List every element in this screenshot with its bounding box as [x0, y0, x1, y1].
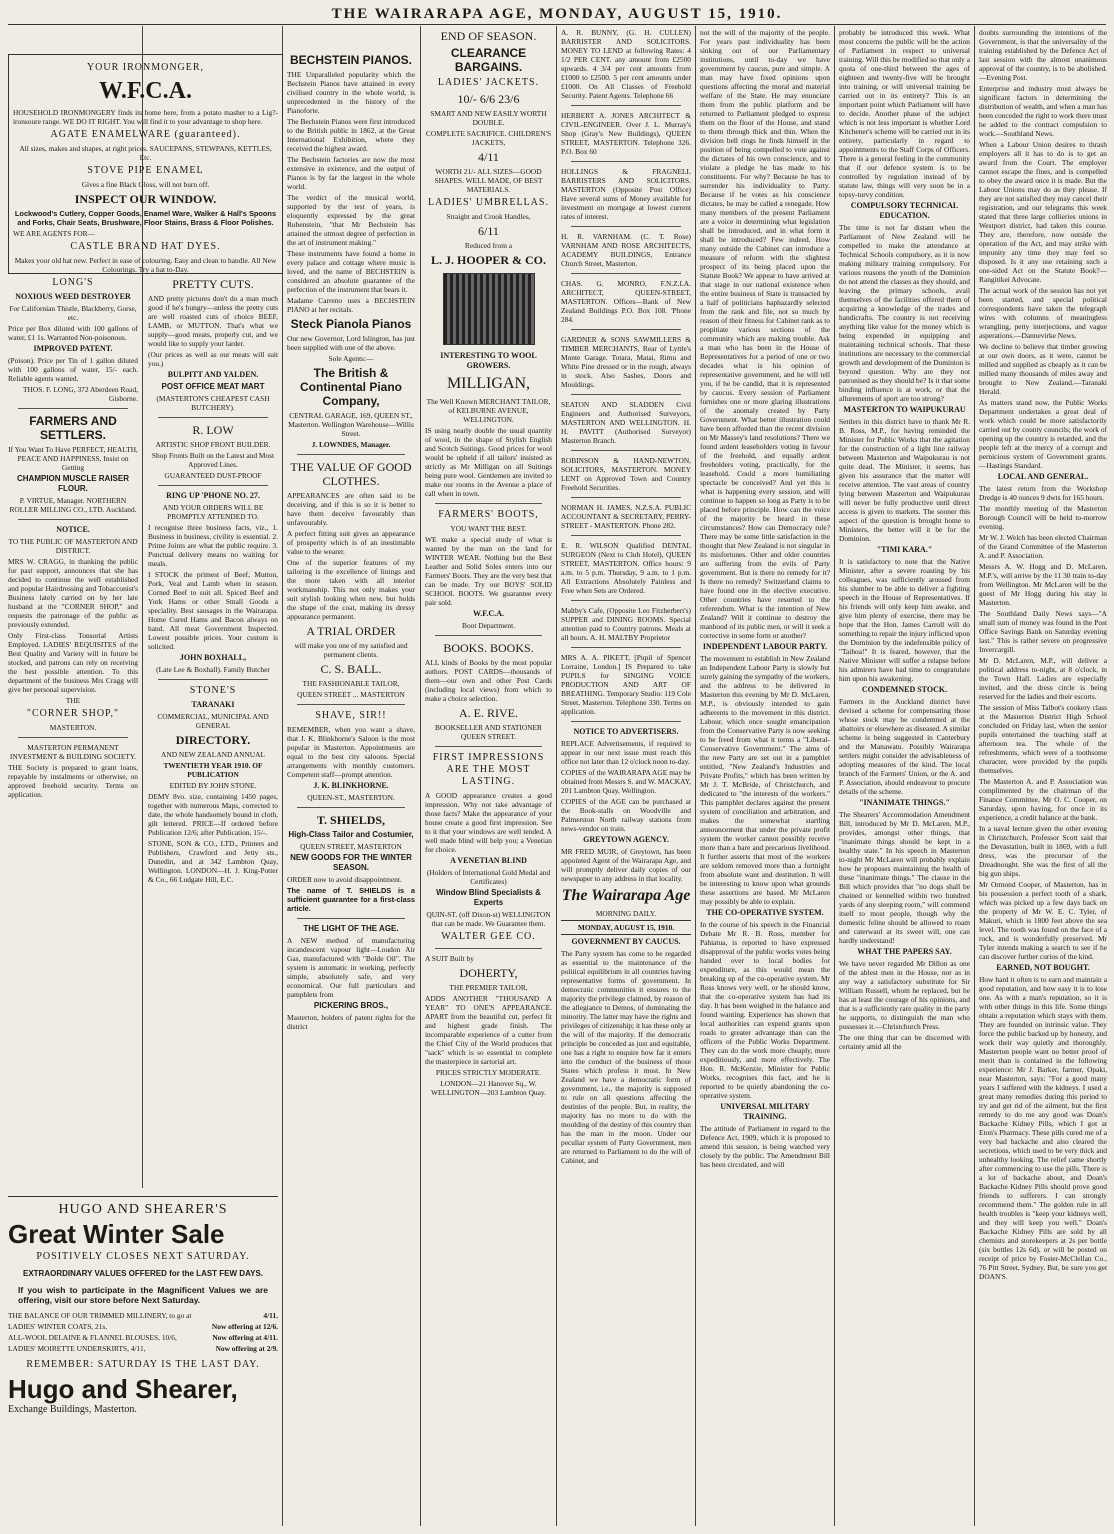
gov-text: The Party system has come to be regarded as essential to the maintenance of the political equilibrium in all countries having representative forms of government. In democratic communities it ensures to the majority the privilege claimed, by reason of the allegiance to Demos, of dominating the minority. The latter may have the rights and privileges of citizenship; it has these only at the will of the majority. If the democratic principle be conceded as just and equitable, one has a right to enquire how far it enters into the conduct of the business of those States which profess it most. In New Zealand we have a democratic form of government, i.e., the majority is supposed to rule on all questions affecting the destinies of the people. But, in reality, the majority has no more to do with the moulding of the destiny of this country than has the man in the moon. Under our peculiar system of Party Government, men are returned to Parliament to do the will of Cabinet, and [561, 949, 691, 1165]
newspaper-title: The Wairarapa Age [561, 887, 691, 904]
local-item: The Southland Daily News says—"A small sum of money was found in the Post Office Savings Bank on Saturday evening last." This is rather severe on progressive Invercargill. [979, 609, 1107, 654]
papers-text-cont: As matters stand now, the Public Works Department undertakes a great deal of work which could be more satisfactorily carried out by county councils; the work of opening up the country is retarded, and the people left at the mercy of a corrupt and pernicious system of Government grants.—Hastings Standard. [979, 398, 1107, 470]
ring-heading: RING UP 'PHONE NO. 27. [166, 491, 260, 500]
papers-text: We have never regarded Mr Dillon as one of the ablest men in the House, nor as in any way a satisfactory substitute for Sir William Russell, whom he replaced, but he has at least the courage of his opinions, and that is a sufficiently rare quality in the party he supports, to distinguish the man who possesses it.—Christchurch Press. [839, 959, 970, 1031]
separator [158, 485, 268, 486]
column-1 [8, 274, 138, 1194]
greytown-heading: GREYTOWN AGENCY. [583, 835, 669, 844]
ball-text: QUEEN STREET ... MASTERTON [297, 690, 405, 699]
newspaper-subtitle: MORNING DAILY. [595, 909, 657, 918]
milligan-text: IS using nearly double the usual quantity of wool, in the shape of Stylish English and Scotch Suitings. Good prices for wool would be upheld if all tailors' insisted as strictly as Mr Milligan on all Suitings being pure wool. Gentlemen are invited to make our rooms in the Avenue a place of call when in town. [425, 426, 552, 498]
separator [158, 417, 268, 418]
wfca-text: All sizes, makes and shapes, at right prices. SAUCEPANS, STEWPANS, KETTLES, Etc. [19, 144, 272, 162]
card-maltby: Maltby's Cafe, (Opposite Leo Fitzherbert's) SUPPER and DINING ROOMS. Special attention paid to Country patrons. Meals at all hours. A. H. MALTBY Proprietor [561, 606, 691, 642]
copies-text: COPIES of the AGE can be purchased at the Book-stalls on Woodville and Palmerston North railway stations from news-vendor on train. [561, 797, 691, 833]
lowndes: J. LOWNDES, Manager. [311, 440, 391, 449]
card-monro: CHAS. G. MONRO, F.N.Z.I.A. ARCHITECT, QUEEN-STREET, MASTERTON. Offices—Bank of New Zealand Buildings P.O. Box 108. 'Phone 284. [561, 279, 691, 324]
shields-sub: High-Class Tailor and Costumier, [288, 830, 414, 839]
low-text: GUARANTEED DUST-PROOF [164, 471, 262, 480]
column-4 [425, 26, 552, 1526]
bechstein-heading: BECHSTEIN PIANOS. [289, 53, 412, 67]
greytown-text: MR FRED MUIR, of Greytown, has been appointed Agent of the Wairarapa Age, and will promptly deliver daily copies of our newspaper to any address in that locality. [561, 847, 691, 883]
card-hollings: HOLLINGS & FRAGNELL BARRISTERS AND SOLICITORS. MASTERTON (Opposite Post Office) Have several sums of Money available for investment on mortgage at lowest current rates of interest. [561, 167, 691, 221]
wfca-castle: CASTLE BRAND HAT DYES. [70, 241, 221, 252]
farmers-text: If You Want To Have PERFECT, HEALTH, PEACE AND HAPPINESS, Insist on Getting [8, 445, 138, 472]
local-item: The session of Miss Talbot's cookery class at the Masterton District High School concluded on Friday last, when the senior pupils entertained the teaching staff at afternoon tea. The whole of the refreshments, which were of a toothsome character, were provided by the pupils themselves. [979, 703, 1107, 775]
corner-town: MASTERTON. [49, 723, 97, 732]
sale-item [8, 1344, 278, 1353]
long-text: Price per Box diluted with 100 gallons of water, £1 1s. Warranted Non-poisonous. [8, 324, 138, 342]
sale-item-price: Now offering at 2/9. [215, 1344, 278, 1353]
local-item: The monthly meeting of the Masterton Borough Council will be held to-morrow evening. [979, 504, 1107, 531]
military-text: The attitude of Parliament in regard to the Defence Act, 1909, which it is proposed to amend this session, is being watched very closely by the public. The Amendment Bill has been circulated, and will [700, 1124, 830, 1169]
copies-text: COPIES of the WAIRARAPA AGE may be obtained from Messrs S. and W. MACKAY, 201 Lambton Quay, Wellington. [561, 768, 691, 795]
sale-heading: Great Winter Sale [8, 1219, 225, 1249]
umbrellas-price: 6/11 [478, 224, 499, 238]
local-heading: LOCAL AND GENERAL. [997, 472, 1089, 481]
umbrellas-text: Straight and Crook Handles, [446, 212, 531, 221]
sale-item-price: 4/11. [263, 1311, 278, 1320]
wfca-text: Gives a fine Black Gloss, will not burn off. [81, 180, 210, 189]
british-heading: The British & Continental Piano Company, [300, 366, 402, 408]
papers-text-cont: Enterprise and industry must always be significant factors in determining the distribution of wealth, and when a man has been conceded the right to work there must be added to the contract compulsion to work.—Southland News. [979, 84, 1107, 138]
ball-sub: THE FASHIONABLE TAILOR, [302, 679, 400, 688]
card-jones: HERBERT A. JONES ARCHITECT & CIVIL-ENGINEER. Over J. L. Murray's Shop (Gray's New Buildings), QUEEN STREET, MASTERTON. Telephone 326. P.O. Box 60 [561, 111, 691, 156]
wfca-text: HOUSEHOLD IRONMONGERY finds its home here, from a potato masher to a Lig?-ironsoure range. WE DO IT RIGHT. You will find it to your advantage to shop here. [13, 108, 278, 126]
separator [435, 746, 542, 747]
card-bunny: A. R. BUNNY, (G. H. CULLEN) BARRISTER AND SOLICITORS. MONEY TO LEND at following Rates: 4 1/2 PER CENT. any amount from £2500 upwards. 4 3/4 per cent amounts from £1000 to £2500. 5 per cent amounts under £1000. On All Classes of Freehold Security. Patent Agents. Telephone 66 [561, 28, 691, 100]
column-divider [695, 26, 696, 1526]
clearance-heading: CLEARANCE BARGAINS. [450, 46, 527, 74]
inanimate-text: The Shearers' Accommodation Amendment Bill, introduced by Mr D. McLaren, M.P., provides, amongst other things, that "inanimate things should be kept in a healthy state." In his speech in Masterton to-night Mr McLaren will probably explain how he proposes maintaining the health of these "inanimate things." The clause in the Bill which provides that "no dogs shall be chained or kennelled within two hundred yards of any sleeping room," will commend itself to most people, though why the domestic feline should be allowed to roam and caterwaul at its sweet will, one can hardly understand! [839, 810, 970, 945]
permanent-heading: MASTERTON PERMANENT INVESTMENT & BUILDING SOCIETY. [9, 743, 137, 761]
local-item: Mr D. McLaren, M.P., will deliver a political address to-night, at 8 o'clock, in the Town Hall. Ladies are especially invited, and the dress circle is being reserved for the ladies and their escorts. [979, 656, 1107, 701]
long-sub: NOXIOUS WEED DESTROYER [15, 292, 131, 301]
separator [435, 503, 542, 504]
steck-heading: Steck Pianola Pianos [290, 317, 412, 331]
gov-text-cont: not the will of the majority of the people. For years past individuality has been sinking out of our Parliamentary institutions, until to-day we have government by caucus, pure and simple. A man may have fixed opinions upon questions affecting the moral and material welfare of the State. He may enunciate them from the public platform and be returned to Parliament pledged to express them on the floor of the House, and stand to them through thick and thin. When the division bell rings he finds himself in the position of being compelled to vote against the dictates of his own conscience, and to violate a pledge he has made to his constituents. For why? Because he has to surrender his individuality to Party. Because if he votes as his conscience dictates, he may be called a renegade. How many members of the present Parliament are a voice in determining what legislation shall be introduced, and in what form it shall be introduced? Few indeed. How many outside the Cabinet can introduce a measure of reform with the slightest prospect of its being placed upon the Statute Book? We appear to have arrived at that stage in our national existence when the entire business of State is transacted by a half of politicians haphazardly selected from the rank and file, not so much by reason of their fitness for Cabinet rank as to propitiate various sections of the community which are making trouble. Ask a man who has been in the House of Representatives for a period of one or two decades what is his opinion of representative government, and he will tell you, if he be candid, that it is represented by caucus. Every session of Parliament furnishes one or more glaring illustrations of the anomaly created by Party Government. What better illustration could have been afforded than the recent division on Mr Massey's land resolutions? There we found ardent leaseholders voting in favour of the freehold, and equally ardent freeholders voting, practically, for the leasehold. Could a more humiliating spectacle be conceived? And yet this is what is happening every session, and will continue to happen so long as Party is to be placed before principle. How can the voice of the majority be heard in these circumstances? How can Democracy rule? There may be some little satisfaction in the thought that New Zealand is not singular in its misfortunes. Other and older countries are suffering from the evils of Party government. But is there no remedy for it? Is there no remedy? Switzerland claims to have found one in the elective executive. Other countries have resorted to the referendum. What is the intention of New Zealand? Will it continue to destroy the manhood of its public men, or will it seek a corrective in some form or another? [700, 28, 830, 640]
papers-text-cont: When a Labour Union desires to thrash employers all it has to do is to get an award from the Court. The employer cannot escape the fines, and is compelled to obey the award once it is made. But the Labour Unions may do as they please. If they are not satisfied they may cancel their registration, and our telegrams this week stated that three large collieries unions in Westport district, had taken this course. They are, therefore, now outside the operation of the Act, and may strike with impunity any time they may feel so disposed. Is it any use retaining such a one-sided Act on the Statute Book?—Rangitikei Advocate. [979, 140, 1107, 284]
bechstein-text: Madame Carreno uses a BECHSTEIN PIANO at her recitals. [287, 296, 415, 314]
pickering-name: PICKERING BROS., [313, 1001, 389, 1010]
separator [571, 226, 681, 227]
separator [571, 394, 681, 395]
boxhall-name: JOHN BOXHALL, [179, 653, 247, 662]
labour-text: The movement to establish in New Zealand an Independent Labour Party is slowly but surely gaining the sympathy of the workers, and the address to be delivered in Masterton this evening by Mr D. McLaren, M.P., is obviously intended to gain adherents to the movement in this district. Labour, which once sought emancipation from the Conservative Party is now seeking to be freed from what it terms a "Liberal-Conservative Government." The aims of the new Party are set out in a pamphlet entitled, "New Zealand's Industries and Private Profits," which has been written by Mr J. T. McBride, of Christchurch, and dedicated to "the interests of the workers." This pamphlet declares against the present system of conciliation and arbitration, and makes the somewhat startling announcement that under the private profit system the worker cannot possibly receive more than a bare and precarious livelihood. It further asserts that most of the workers are seldom removed more than a fortnight from absolute want and destitution. It will be interesting to know upon what grounds these assertions are based. Mr McLaren may possibly be able to explain. [700, 654, 830, 906]
bulpitt-heading: BULPITT AND YALDEN. [167, 370, 259, 379]
steck-agents: Sole Agents:— [328, 354, 374, 363]
long-signature: THOS. F. LONG, 372 Aberdeen Road, Gisborne. [23, 385, 138, 403]
children-text: WORTH 21/- ALL SIZES—GOOD SHAPES. WELL MADE, OF BEST MATERIALS. [434, 167, 543, 194]
low-text: ARTISTIC SHOP FRONT BUILDER. [155, 440, 271, 449]
wfca-stove: STOVE PIPE ENAMEL [87, 165, 204, 176]
separator [158, 679, 268, 680]
ball-name: C. S. BALL. [320, 662, 382, 676]
hugo-name: Hugo and Shearer, [8, 1374, 238, 1404]
wfca-agate: AGATE ENAMELWARE (guaranteed). [50, 129, 241, 140]
farmers-champion: CHAMPION MUSCLE RAISER FLOUR. [16, 474, 129, 493]
end-heading: END OF SEASON. [440, 29, 537, 43]
wfca-inspect: INSPECT OUR WINDOW. [74, 192, 217, 206]
separator [18, 408, 128, 409]
earned-text: How hard it often is to earn and maintain a good reputation, and how easy it is to lose one. As with a man's reputation, so it is with other things in this life. Some things obtain a reputation which stays with them. They are founded on intrinsic value. They force the public backed up by honesty, and work their way quietly and thoroughly. Masterton people want no better proof of merit than is contained in the following experience: Mr J. Barker, farmer, Opaki, near Masterton, says: "For a good many years I suffered with the kidneys. I used a great many remedies during this period to try and get rid of the ailment, but the first remedy to do me any good was Doan's Backache Kidney Pills, which I got at Eton's Pharmacy. These pills cured me of a very bad backache and also cleared the secretions, which used to be very thick and unhealthy looking. The relief came shortly after commencing to use the pills. There is a lot of backache about, and Doan's Backache Kidney Pills should prove good friends to sufferers. I can strongly recommend them." The golden rule in all health troubles is "keep your kidneys well, and they will keep you well." Doan's Backache Kidney Pills are sold by all chemists and storekeepers at 2s per bottle (six bottles 12s 6d), or will be posted on receipt of price by Foster-McClellan Co., 76 Pitt Street, Sydney. But, be sure you get DOAN'S. [979, 975, 1107, 1281]
steck-text: Our new Governor, Lord Islington, has just been supplied with one of the above. [287, 334, 415, 352]
wfca-name: W.F.C.A. [99, 78, 192, 104]
boxhall-sub: (Late Lee & Boxhall). Family Butcher [156, 665, 270, 674]
card-james: NORMAN H. JAMES, N.Z.S.A. PUBLIC ACCOUNTANT & SECRETARY, PERRY-STREET - MASTERTON. Phone 282. [561, 503, 691, 530]
stones-text: EDITED BY JOHN STONE. [169, 781, 257, 790]
sale-items-list [8, 1311, 278, 1353]
shave-heading: SHAVE, SIR!! [315, 710, 387, 721]
trial-text: will make you one of my satisfied and permanent clients. [294, 641, 408, 659]
card-seaton: SEATON AND SLADDEN Civil Engineers and Authorised Surveyors, MASTERTON AND WELLINGTON. H. H. PAVITT (Authorised Surveyor) Masterton Branch. [561, 400, 691, 445]
card-pikett: MRS A. A. PIKETT, [Pupil of Spencer Lorraine, London.] IS Prepared to take PUPILS for SINGING VOICE PRODUCTION AND ART OF BREATHING. Temporary Studio: 119 Cole Street, Masterton. Telephone 330. Terms on application. [561, 653, 691, 716]
technical-text: The time is not far distant when the Parliament of New Zealand will be compelled to make the attendance at Technical Schools compulsory, as it is now making military training compulsory. For various reasons the youth of the Dominion do not attend the classes as they should, and leaving the primary schools, avail themselves of the facilities offered them of acquiring a knowledge of the trades and handicrafts. The country is not receiving anything like value for the money which is being expended in equipping and maintaining technical schools. That these institutions are necessary to the commercial growth and development of the Dominion is beyond question. Why are they not patronised as they should be? Is it that some binding influence is at work, or that the allurements of sport are too strong? [839, 223, 970, 403]
rive-name: A. E. RIVE. [459, 706, 518, 720]
window-text: QUIN-ST. (off Dixon-st) WELLINGTON that can be made. We Guarantee them. [426, 910, 551, 928]
light-text: A NEW method of manufacturing incandescent vapour light—Loudon Air Gas, manufactured with "Bolde Oil". The system is automatic in working, perfectly simple, absolutely safe, and very economical. Our full particulars and pamphlets from [287, 936, 415, 999]
stones-text: COMMERCIAL, MUNICIPAL AND GENERAL [157, 712, 269, 730]
local-item: Mr Ormond Cooper, of Masterton, has in his possession a perfect tooth of a shark, which was picked up a few days back on the property of Mr W. E. C. Tyler, of Makuri, which is 1800 feet above the sea level. The tooth was found on the face of a rock, and is wonderfully preserved. Mr Tyler intends making a search to see if he can discover further curios of the kind. [979, 880, 1107, 961]
hugo-heading: HUGO AND SHEARER'S [58, 1202, 228, 1217]
long-improved: IMPROVED PATENT. [33, 344, 113, 353]
masthead: THE WAIRARAPA AGE, MONDAY, AUGUST 15, 1910. [331, 6, 783, 22]
wfca-text: Lockwood's Cutlery, Copper Goods, Enamel Ware, Walker & Hall's Spoons and Forks, Chair Seats, Brushware, Floor Stains, Brass & Floor Polishes. [14, 209, 277, 227]
separator [571, 600, 681, 601]
column-divider [834, 26, 835, 1526]
separator [571, 273, 681, 274]
jackets-text: SMART AND NEW EASILY WORTH DOUBLE. [430, 109, 547, 127]
notice-advertisers-heading: NOTICE TO ADVERTISERS. [573, 727, 679, 736]
separator [571, 161, 681, 162]
books-text: ALL kinds of Books by the most popular authors. POST CARDS—thousands of them—our own and other Post Cards (including local views) from which to make a choice selection. [425, 658, 552, 703]
column-5 [561, 26, 691, 1526]
local-item: The latest return from the Workshop Dredge is 40 ounces 9 dwts for 165 hours. [979, 484, 1107, 502]
stones-text: DEMY 8vo. size, containing 1450 pages, together with numerous Maps, corrected to date, the whole handsomely bound in cloth, gilt lettered. PRICE—If ordered before Publication 12/6; after Publication, 15/-. [148, 792, 278, 837]
first-heading: FIRST IMPRESSIONS ARE THE MOST LASTING. [432, 752, 545, 787]
card-wilson: E. R. WILSON Qualified DENTAL SURGEON (Next to Club Hotel), QUEEN STREET, MASTERTON. Office hours: 9 a.m. to 5 p.m. Thursday, 9 a.m. to 1 p.m. All Extractions Absolutely Painless and Free when Sets are Ordered. [561, 541, 691, 595]
column-divider [974, 26, 975, 1526]
coat-of-arms-logo [443, 273, 535, 345]
separator [571, 450, 681, 451]
wfca-boot-name: W.F.C.A. [473, 609, 504, 618]
bechstein-text: These instruments have found a home in every palace and cottage where music is loved, and the name of BECHSTEIN is considered an absolute guarantee of the perfection of the instrument that bears it. [287, 249, 415, 294]
condemned-text: Farmers in the Auckland district have devised a scheme for compensating those whose stock may be condemned at the abattoirs or elsewhere as diseased. A similar scheme is being suggested in Canterbury and the Manawatu. Possibly Wairarapa settlers might consider the advisableness of adopting measures of the kind. The local branch of the Farmers' Union, or the A. and P. Association, should endeavour to procure details of the scheme. [839, 697, 970, 796]
venetian-text: (Holders of International Gold Medal and Certificates) [426, 868, 551, 886]
pretty-text: AND pretty pictures don't do a man much good if he's hungry—unless the pretty cuts are well roasted cuts of choice BEEF, LAMB, or MUTTON. That's what we supply—good meats, properly cut, and we would like to supply your larder. [148, 294, 278, 348]
column-8 [979, 26, 1107, 1526]
condemned-heading: CONDEMNED STOCK. [861, 685, 948, 694]
military-heading: UNIVERSAL MILITARY TRAINING. [720, 1102, 810, 1121]
separator [571, 329, 681, 330]
papers-text-cont: The actual work of the session has not yet been started, and special political correspondents have taken the telegraph wires with columns of meaningless wrangling, petty interjections, and vague asperations.—Dannevirke News. [979, 286, 1107, 340]
separator [18, 737, 128, 738]
jackets-heading: LADIES' JACKETS. [437, 77, 540, 88]
gov-heading: GOVERNMENT BY CAUCUS. [571, 937, 681, 946]
hugo-address: Exchange Buildings, Masterton. [8, 1404, 137, 1415]
doherty-prices: PRICES STRICTLY MODERATE. [435, 1068, 542, 1077]
sale-item-label: LADIES' WINTER COATS, 21s, [8, 1322, 108, 1331]
ring-list: I recognise three business facts, viz., 1. Business in business, civility is essential. 2. Prime Joints are what the public require. 3. Punctual delivery means no waiting for meals. [148, 523, 278, 568]
sale-item [8, 1322, 278, 1331]
column-2 [148, 274, 278, 1194]
sale-closes: POSITIVELY CLOSES NEXT SATURDAY. [36, 1251, 250, 1262]
low-text: Shop Fronts Built on the Latest and Most Approved Lines. [151, 451, 275, 469]
goods-text: ORDER now to avoid disappointment. [287, 875, 402, 884]
card-varnham: H. R. VARNHAM. (C. T. Rose) VARNHAM AND ROSE ARCHITECTS, ACADEMY BUILDINGS, Entrance Church Street, Masterton. [561, 232, 691, 268]
card-gardner: GARDNER & SONS SAWMILLERS & TIMBER MERCHANTS, Rear of Lyttle's Monte Garage. Totara, Matai, Rimu and White Pine dressed or in the rough, always in stock. Also Sashes, Doors and Mouldings. [561, 335, 691, 389]
coop-text: In the course of his speech in the Financial Debate Mr R. B. Ross, member for Pahiatua, is reported to have expressed disapproval of the public works votes being handed over to local bodies for expenditure, as this would mean the breaking up of the co-operative system. Mr Ross knows very well, or he should know, that the co-operative system has had its day. It has been weighed in the balance and found wanting. Experience has shown that local authorities can expend grants upon roads to greater advantage than can the officers of the Public Works Department. They can do the work more cheaply, more expeditiously, and more effectively. The Hon. R. McKenzie, Minister for Public Works, recognises this fact, and he is reported to be quietly abandoning the co-operative system. [700, 920, 830, 1100]
low-heading: R. LOW [192, 423, 234, 437]
trial-heading: A TRIAL ORDER [306, 624, 396, 638]
doherty-sub: THE PREMIER TAILOR, [449, 983, 528, 992]
doherty-text: ADDS ANOTHER "THOUSAND A YEAR" TO ONE'S APPEARANCE. APART from the beautiful cut, perfect fit and highest grade finish. The incomparable experience of a cutter from the Chief City of the World produces that "sack" which is so essential to complete the masterpiece in sartorial art. [425, 994, 552, 1066]
notice-advertisers-text: REPLACE Advertisements, if required to appear in our next issue must reach this office not later than 12 o'clock noon to-day. [561, 739, 691, 766]
notice-heading: NOTICE. [56, 525, 90, 534]
separator [571, 497, 681, 498]
goods-heading: NEW GOODS FOR THE WINTER SEASON. [290, 853, 412, 872]
stones-heading: STONE'S [189, 685, 237, 696]
value-text: A perfect fitting suit gives an appearance of prosperity which is of an inestimable value to the wearer. [287, 529, 415, 556]
window-heading: Window Blind Specialists & Experts [436, 888, 541, 907]
wfca-heading: YOUR IRONMONGER, [86, 62, 205, 73]
local-item: Mr W. J. Welch has been elected Chairman of the Grand Committee of the Masterton A. and P. Association. [979, 533, 1107, 560]
local-item: The Masterton A. and P. Association was complimented by the chairman of the Finance Committee, Mr O. C. Cooper, on Saturday, upon having, for once in its experience, a credit balance at the bank. [979, 777, 1107, 822]
labour-heading: INDEPENDENT LABOUR PARTY. [702, 642, 828, 651]
sale-item-label: ALL-WOOL DELAINE & FLANNEL BLOUSES, 10/6, [8, 1333, 177, 1342]
bechstein-text: THE Unparalleled popularity which the Bechstein Pianos have attained in every civilised country in the whole world, is unprecedented in the history of the Pianoforte. [287, 70, 415, 115]
doherty-name: DOHERTY, [459, 966, 518, 980]
british-text: CENTRAL GARAGE, 169, QUEEN ST., Masterton. Wellington Warehouse—Willis Street. [288, 411, 414, 438]
bulpitt-sub: POST OFFICE MEAT MART [161, 382, 265, 391]
papers-text-cont: We decline to believe that timber growing at our own doors, as it were, cannot be milled and supplied as cheaply as it can be milled many thousands of miles away and brought to New Zealand.—Taranaki Herald. [979, 342, 1107, 396]
separator [297, 704, 405, 705]
shave-text: REMEMBER, when you want a shave, that J. K. Blinkhorne's Saloon is the most popular in Masterton. Appointments are equal to the best city saloons. Special arrangements with monthly customers. Competent staff—prompt attention. [287, 725, 415, 779]
long-text: For Californian Thistle, Blackberry, Gorse, etc. [9, 304, 137, 322]
value-text: APPEARANCES are often said to be deceiving, and if this is so it is better to have them deceive favourably than unfavourably. [287, 491, 415, 527]
separator [435, 948, 542, 949]
corner-the: THE [65, 696, 81, 705]
stones-taranaki: TARANAKI [191, 700, 235, 709]
wfca-boot-text: Boot Department. [462, 621, 515, 630]
sale-item [8, 1311, 278, 1320]
bechstein-text: The verdict of the musical world, supported by the test of years, is eloquently expressed by the great Rubenstein, "that Mr Bechstein has attained the utmost degree of perfection in the art of instrument making." [287, 193, 415, 247]
light-heading: THE LIGHT OF THE AGE. [303, 924, 399, 933]
first-text: A GOOD appearance creates a good impression. Why not take advantage of those facts? Make the appearance of your house create a good first impression. See to it that your windows are well tended. A well made blind will help you; a Venetian for choice. [425, 791, 552, 854]
pretty-text: (Our prices as well as our meats will suit you.) [148, 350, 278, 368]
venetian-heading: A VENETIAN BLIND [450, 856, 527, 865]
sale-item-label: LADIES' MOIRETTE UNDERSKIRTS, 4/11, [8, 1344, 146, 1353]
farmers-heading: FARMERS AND SETTLERS. [29, 414, 117, 442]
sale-item-label: THE BALANCE OF OUR TRIMMED MILLINERY, to go at [8, 1311, 192, 1320]
gee-name: WALTER GEE CO. [441, 931, 536, 942]
separator [571, 105, 681, 106]
column-divider [420, 26, 421, 1526]
shields-name: T. SHIELDS, [316, 813, 386, 827]
milligan-sub: The Well Known MERCHANT TAILOR, of KELBURNE AVENUE, WELLINGTON. [426, 397, 551, 424]
wfca-agents: WE ARE AGENTS FOR— [13, 229, 95, 238]
boxhall-text: I STOCK the primest of Beef, Mutton, Pork, Veal and Lamb when in season. Corned Beef to suit all. Spiced Beef and York Hams or other Small Goods a speciality. Best sausages in the Wairarapa. Home Cured Hams and Bacon always on hand. All meat Government Inspected. Lowest possible prices. Your custom is solicited. [148, 570, 278, 651]
sale-remember: REMEMBER: SATURDAY IS THE LAST DAY. [26, 1359, 260, 1370]
permanent-text: THE Society is prepared to grant loans, repayable by instalments or otherwise, on approved freehold security. Terms on application. [8, 763, 138, 799]
boots-sub: YOU WANT THE BEST. [450, 524, 527, 533]
separator [435, 635, 542, 636]
separator [571, 647, 681, 648]
stones-signature: STONE, SON & CO., LTD., Printers and Publishers, Crawford and Jetty sts., Dunedin, and at 342 Lambton Quay, Wellington. LONDON—H. J. King-Potter & Co., 66 Ludgate Hill, E.C. [148, 839, 278, 884]
children-heading: COMPLETE SACRIFICE. CHILDREN'S JACKETS, [425, 129, 552, 147]
papers-text: The one thing that can be discerned with certainty amid all the [839, 1033, 970, 1051]
shields-text: QUEEN STREET, MASTERTON [300, 842, 402, 851]
pretty-heading: PRETTY CUTS. [172, 277, 254, 291]
notice-text: TO THE PUBLIC OF MASTERTON AND DISTRICT. [8, 537, 138, 555]
jackets-prices: 10/- 6/6 23/6 [457, 92, 520, 106]
waipukurau-text: Settlers in this district have to thank Mr R. B. Ross, M.P., for having reminded the Minister for Public Works that the agitation for the construction of a light line railway between Masterton and Waipukurau is not quite dead. The Minister, it seems, has given his assurance that the matter will receive attention. The vast areas of country lying between Masterton and Waipukurau will never be fully productive until direct access is given to markets. The sooner this aspect of the question is brought home to Ministers, the better will it be for the Dominion. [839, 417, 970, 543]
stones-text: AND NEW ZEALAND ANNUAL [161, 750, 265, 759]
inanimate-heading: "INANIMATE THINGS." [859, 798, 950, 807]
coop-heading: THE CO-OPERATIVE SYSTEM. [706, 908, 824, 917]
stones-directory: DIRECTORY. [175, 733, 251, 747]
sale-item [8, 1333, 278, 1342]
column-3 [287, 50, 415, 1530]
separator [571, 721, 681, 722]
boots-text: WE make a special study of what is wanted by the man on the land for WINTER WEAR. Nothing but the Best Leather and Solid Soles enters into our Farmers' Boots. They are the very best that can be made. Try our BOYS' SOLID SCHOOL BOOTS. We guarantee every pair sold. [425, 535, 552, 607]
sale-item-price: Now offering at 4/11. [212, 1333, 278, 1342]
dateline: MONDAY, AUGUST 15, 1910. [561, 920, 691, 935]
notice-text: Only First-class Tonsorial Artists Employed. LADIES' REQUISITES of the Best Quality and Variety will in future be stocked, and patrons can rely on receiving the best possible attention. To this department of the business Mrs Cragg will give her personal supervision. [8, 631, 138, 694]
rive-text: BOOKSELLER AND STATIONER QUEEN STREET. [435, 723, 542, 741]
hugo-shearer-advert [8, 1196, 278, 1531]
umbrellas-text: Reduced from a [464, 241, 513, 250]
timi-heading: "TIMI KARA." [876, 545, 933, 554]
stones-year: TWENTIETH YEAR 1910. OF PUBLICATION [163, 761, 263, 779]
separator [297, 807, 405, 808]
goods-text: The name of T. SHIELDS is a sufficient guarantee for a first-class article. [287, 886, 415, 913]
military-text-cont: probably be introduced this week. What most concerns the public will be the action of Parliament in respect to universal training. Will this be modified so that only a quota of one-third between the ages of eighteen and twenty-five will be brought into training, or will universal training be carried out in its entirety? This is an important point which Parliament will have to decide. Another phase of the subject which is not less important is whether Lord Kitchener's scheme will be carried out in its entirety, particularly in regard to appointments to the Staff Corps of Officers. There is a general feeling in the community that if our defence system is to be controlled by regulation instead of by statute law, things will very soon be in a topsy-turvy condition. [839, 28, 970, 199]
waipukurau-heading: MASTERTON TO WAIPUKURAU [843, 405, 966, 414]
separator [297, 918, 405, 919]
children-price: 4/11 [478, 150, 499, 164]
value-text: One of the superior features of my tailoring is the excellence of linings and the more taken with all interior workmanship. This not only makes your suit stylish looking when new, but holds the shape of the coat, making its dressy appearance permanent. [287, 558, 415, 621]
interesting-heading: INTERESTING TO WOOL GROWERS. [440, 351, 537, 370]
wfca-text: Makes your old hat new. Perfect in ease of colouring. Easy and clean to handle. All New Colourings. Try a hat to-Day. [14, 256, 277, 274]
column-divider [556, 26, 557, 1526]
bulpitt-text: (MASTERTON'S CHEAPEST CASH BUTCHERY). [156, 394, 270, 412]
local-item: Messrs A. W. Hogg and D. McLaren, M.P.'s, will arrive by the 11 30 train to-day from Wellington. Mr McLaren will be the guest of Mr Hogg during his stay in Masterton. [979, 562, 1107, 607]
sale-participate: If you wish to participate in the Magnificent Values we are offering, visit our store before Next Saturday. [18, 1285, 268, 1305]
technical-heading: COMPULSORY TECHNICAL EDUCATION. [850, 201, 959, 220]
column-6 [700, 26, 830, 1526]
papers-text-cont: doubts surrounding the intentions of the Government, is that the universality of the training established by the Defence Act of last session with the almost unanimous approval of the country, is to be abolished.—Evening Post. [979, 28, 1107, 82]
bechstein-text: The Bechstein factories are now the most extensive in existence, and the output of Pianos is by far the largest in the whole world. [287, 155, 415, 191]
blinkhorne-name: J. K. BLINKHORNE. [313, 781, 389, 790]
umbrellas-heading: LADIES' UMBRELLAS. [428, 197, 549, 208]
long-text: (Poison). Price per Tin of 1 gallon diluted with 100 gallons of water, 15/- each. Reliable agents wanted. [8, 356, 138, 383]
books-heading: BOOKS. BOOKS. [443, 641, 534, 655]
blinkhorne-text: QUEEN-ST., MASTERTON. [307, 793, 395, 802]
timi-text: It is satisfactory to note that the Native Minister, after a severe roasting by his colleagues, was sufficiently aroused from his slumber to be able to deliver a fighting speech in the House of Representatives. If his friends will only keep him awake, and give him plenty of exercise, there may be hope that the Hon. James Carroll will do something to repair the injury inflicted upon the Dominion by the indefensible policy of "Taihoa!" It is feared, however, that the Native Minister will suffer a relapse before his admirers have had time to congratulate him upon his awakening. [839, 557, 970, 683]
doherty-address: LONDON—21 Hanover Sq., W. WELLINGTON—203 Lambton Quay. [431, 1079, 546, 1097]
separator [571, 535, 681, 536]
earned-heading: EARNED, NOT BOUGHT. [996, 963, 1090, 972]
sale-extra: EXTRAORDINARY VALUES OFFERED for the LAST FEW DAYS. [22, 1269, 263, 1278]
wfca-advert [8, 54, 283, 274]
pickering-text: Masterton, holders of patent rights for the district [287, 1013, 415, 1031]
milligan-name: MILLIGAN, [446, 375, 531, 392]
sale-item-price: Now offering at 12/6. [211, 1322, 278, 1331]
corner-name: "CORNER SHOP," [26, 708, 120, 719]
ring-text: AND YOUR ORDERS WILL BE PROMPTLY ATTENDED TO. [162, 503, 264, 521]
suit-text: A SUIT Built by [425, 954, 474, 963]
bechstein-text: The Bechstein Pianos were first introduced to the British public in 1862, at the Great International Exhibition, where they received the highest award. [287, 117, 415, 153]
farmers-signature: P. VIRTUE, Manager. NORTHERN ROLLER MILLING CO., LTD. Auckland. [9, 496, 137, 514]
masthead-rule [8, 24, 1106, 25]
separator [297, 454, 405, 455]
value-heading: THE VALUE OF GOOD CLOTHES. [290, 460, 412, 488]
card-robinson: ROBINSON & HAND-NEWTON, SOLICITORS, MASTERTON. MONEY LENT on Approved Town and Country Freehold Securities. [561, 456, 691, 492]
notice-text: MRS W. CRAGG, in thanking the public for past support, announces that she has decided to continue the well established and popular Hairdressing and Tobacconist's Business lately carried on by her late husband at the "CORNER SHOP," and requests the patronage of the public as previously extended. [8, 557, 138, 629]
separator [18, 519, 128, 520]
local-item: In a naval lecture given the other evening in Christchurch, Professor Scott said that the Devastation, built in 1869, with a full dress, was the precursor of the Dreadnought. She was the first of all the big gun ships. [979, 824, 1107, 878]
hooper-name: L. J. HOOPER & CO. [430, 253, 546, 267]
boots-heading: FARMERS' BOOTS, [438, 509, 539, 520]
long-heading: LONG'S [52, 277, 94, 288]
column-7 [839, 26, 970, 1526]
papers-heading: WHAT THE PAPERS SAY. [857, 947, 952, 956]
